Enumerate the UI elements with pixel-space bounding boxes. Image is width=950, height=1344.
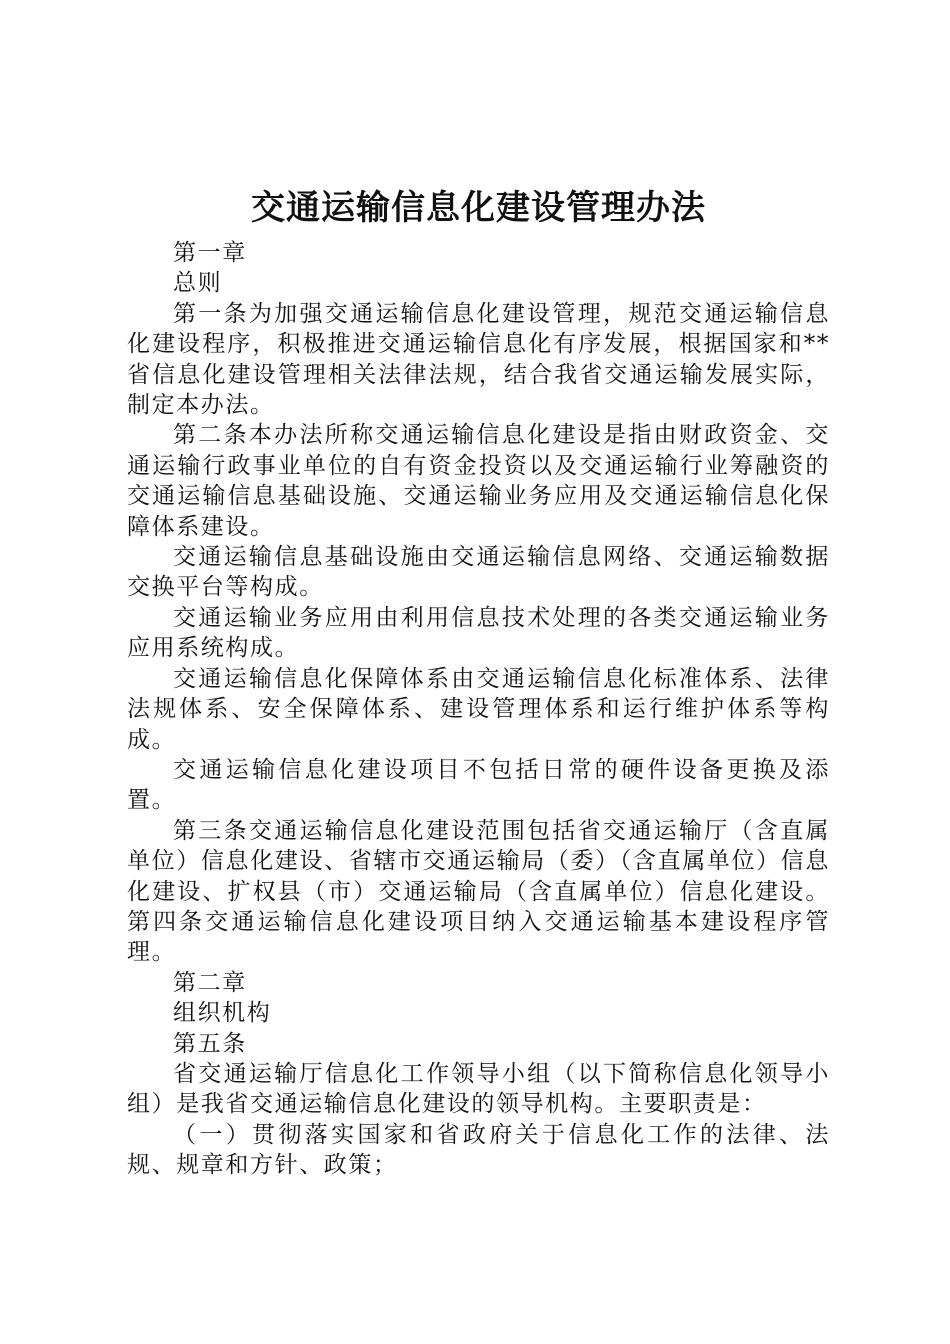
body-paragraph: 交通运输信息化保障体系由交通运输信息化标准体系、法律法规体系、安全保障体系、建设管理体系和运行维护体系等构成。 [127, 665, 830, 753]
list-item: （一）贯彻落实国家和省政府关于信息化工作的法律、法规、规章和方针、政策； [127, 1121, 830, 1179]
chapter-heading: 第二章 [173, 969, 247, 996]
article-paragraph: 第二条本办法所称交通运输信息化建设是指由财政资金、交通运输行政事业单位的自有资金投资以及交通运输行业筹融资的交通运输信息基础设施、交通运输业务应用及交通运输信息化保障体系建设。 [127, 422, 830, 540]
chapter-heading: 第一章 [173, 240, 247, 266]
body-paragraph: 交通运输信息基础设施由交通运输信息网络、交通运输数据交换平台等构成。 [127, 544, 830, 601]
article-paragraph: 第一条为加强交通运输信息化建设管理，规范交通运输信息化建设程序，积极推进交通运输信息化有序发展，根据国家和**省信息化建设管理相关法律法规，结合我省交通运输发展实际，制定本办法。 [127, 300, 830, 419]
article-heading: 第五条 [173, 1030, 247, 1057]
article-paragraph: 第三条交通运输信息化建设范围包括省交通运输厅（含直属单位）信息化建设、省辖市交通运输局（委）（含直属单位）信息化建设、扩权县（市）交通运输局（含直属单位）信息化建设。第四条交通运输信息化建设项目纳入交通运输基本建设程序管理。 [127, 817, 830, 966]
document-page [127, 184, 830, 1181]
body-paragraph: 交通运输信息化建设项目不包括日常的硬件设备更换及添置。 [127, 756, 830, 814]
chapter-subtitle: 组织机构 [173, 1000, 272, 1027]
body-paragraph: 省交通运输厅信息化工作领导小组（以下简称信息化领导小组）是我省交通运输信息化建设的领导机构。主要职责是： [127, 1060, 830, 1118]
body-paragraph: 交通运输业务应用由利用信息技术处理的各类交通运输业务应用系统构成。 [127, 604, 830, 662]
chapter-subtitle: 总则 [173, 270, 223, 297]
document-title: 交通运输信息化建设管理办法 [251, 188, 706, 228]
